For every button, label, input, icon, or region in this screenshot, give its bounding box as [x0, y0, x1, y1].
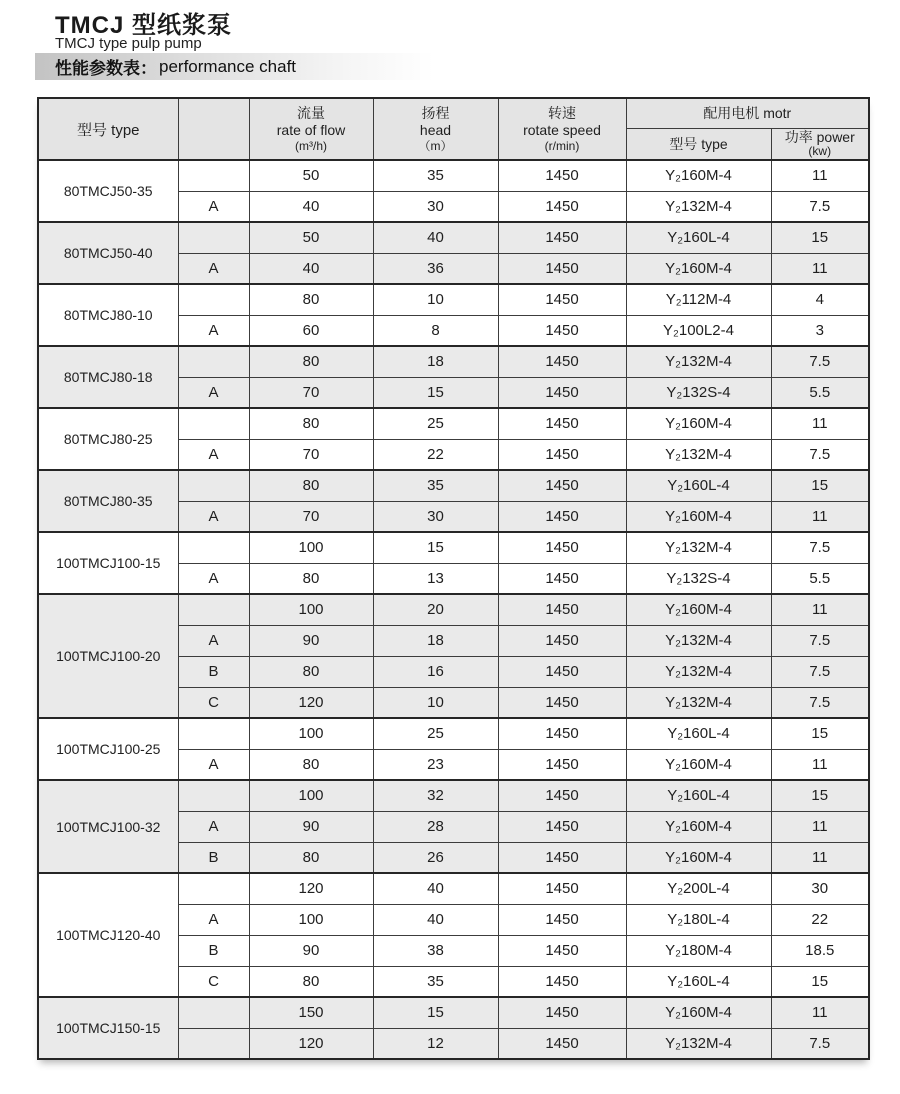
speed-cell: 1450 [498, 377, 626, 408]
variant-cell [178, 1028, 249, 1059]
header-head-zh: 扬程 [421, 104, 450, 121]
speed-cell: 1450 [498, 222, 626, 253]
header-head-unit: （m） [418, 138, 453, 153]
page-title: TMCJ 型纸浆泵 [55, 12, 232, 39]
motor-cell: Y₂132M-4 [626, 625, 771, 656]
variant-cell: A [178, 315, 249, 346]
speed-cell: 1450 [498, 532, 626, 563]
speed-cell: 1450 [498, 439, 626, 470]
motor-cell: Y₂132M-4 [626, 191, 771, 222]
header-variant [178, 98, 249, 160]
motor-cell: Y₂132M-4 [626, 532, 771, 563]
head-cell: 20 [373, 594, 498, 625]
table-row [38, 470, 869, 501]
header-speed-en: rotate speed [523, 121, 601, 138]
table-row [38, 284, 869, 315]
power-cell: 22 [771, 904, 869, 935]
motor-cell: Y₂160M-4 [626, 749, 771, 780]
motor-cell: Y₂132M-4 [626, 1028, 771, 1059]
power-cell: 5.5 [771, 377, 869, 408]
head-cell: 40 [373, 222, 498, 253]
head-cell: 40 [373, 904, 498, 935]
head-cell: 15 [373, 532, 498, 563]
power-cell: 15 [771, 470, 869, 501]
model-cell: 100TMCJ100-32 [38, 780, 178, 873]
table-row [38, 780, 869, 811]
variant-cell: B [178, 842, 249, 873]
power-cell: 3 [771, 315, 869, 346]
variant-cell [178, 284, 249, 315]
flow-cell: 100 [249, 594, 373, 625]
speed-cell: 1450 [498, 315, 626, 346]
head-cell: 22 [373, 439, 498, 470]
speed-cell: 1450 [498, 253, 626, 284]
variant-cell: A [178, 377, 249, 408]
power-cell: 11 [771, 501, 869, 532]
model-cell: 100TMCJ120-40 [38, 873, 178, 997]
head-cell: 10 [373, 284, 498, 315]
header-flow [249, 98, 373, 160]
speed-cell: 1450 [498, 656, 626, 687]
speed-cell: 1450 [498, 625, 626, 656]
motor-cell: Y₂160M-4 [626, 160, 771, 191]
flow-cell: 40 [249, 191, 373, 222]
header-flow-zh: 流量 [297, 104, 325, 121]
variant-cell: A [178, 625, 249, 656]
header-motor-power [771, 128, 869, 160]
head-cell: 18 [373, 346, 498, 377]
head-cell: 25 [373, 718, 498, 749]
header-flow-en: rate of flow [276, 121, 346, 138]
table-row [38, 997, 869, 1028]
flow-cell: 80 [249, 284, 373, 315]
speed-cell: 1450 [498, 346, 626, 377]
motor-cell: Y₂132S-4 [626, 377, 771, 408]
speed-cell: 1450 [498, 873, 626, 904]
variant-cell: A [178, 501, 249, 532]
power-cell: 11 [771, 749, 869, 780]
speed-cell: 1450 [498, 780, 626, 811]
flow-cell: 80 [249, 346, 373, 377]
flow-cell: 70 [249, 439, 373, 470]
flow-cell: 150 [249, 997, 373, 1028]
motor-cell: Y₂160M-4 [626, 253, 771, 284]
power-cell: 15 [771, 222, 869, 253]
header-motor-type: 型号 type [626, 128, 771, 160]
motor-cell: Y₂160M-4 [626, 811, 771, 842]
flow-cell: 90 [249, 811, 373, 842]
flow-cell: 90 [249, 935, 373, 966]
head-cell: 28 [373, 811, 498, 842]
power-cell: 11 [771, 997, 869, 1028]
head-cell: 18 [373, 625, 498, 656]
variant-cell [178, 160, 249, 191]
model-cell: 80TMCJ50-40 [38, 222, 178, 284]
speed-cell: 1450 [498, 191, 626, 222]
header-speed-unit: (r/min) [544, 138, 580, 153]
flow-cell: 50 [249, 222, 373, 253]
speed-cell: 1450 [498, 1028, 626, 1059]
head-cell: 16 [373, 656, 498, 687]
model-cell: 100TMCJ100-20 [38, 594, 178, 718]
head-cell: 35 [373, 160, 498, 191]
motor-cell: Y₂160M-4 [626, 408, 771, 439]
head-cell: 8 [373, 315, 498, 346]
speed-cell: 1450 [498, 935, 626, 966]
speed-cell: 1450 [498, 997, 626, 1028]
speed-cell: 1450 [498, 966, 626, 997]
power-cell: 7.5 [771, 191, 869, 222]
variant-cell: C [178, 966, 249, 997]
power-cell: 11 [771, 811, 869, 842]
head-cell: 40 [373, 873, 498, 904]
table-row [38, 408, 869, 439]
flow-cell: 120 [249, 687, 373, 718]
head-cell: 15 [373, 377, 498, 408]
variant-cell: A [178, 904, 249, 935]
motor-cell: Y₂160M-4 [626, 501, 771, 532]
head-cell: 32 [373, 780, 498, 811]
model-cell: 100TMCJ100-25 [38, 718, 178, 780]
head-cell: 25 [373, 408, 498, 439]
motor-cell: Y₂132M-4 [626, 687, 771, 718]
variant-cell: B [178, 656, 249, 687]
motor-cell: Y₂160M-4 [626, 842, 771, 873]
motor-cell: Y₂100L2-4 [626, 315, 771, 346]
section-banner-label-zh: 性能参数表： [55, 59, 157, 78]
speed-cell: 1450 [498, 811, 626, 842]
speed-cell: 1450 [498, 749, 626, 780]
model-cell: 80TMCJ50-35 [38, 160, 178, 222]
variant-cell: A [178, 253, 249, 284]
flow-cell: 90 [249, 625, 373, 656]
flow-cell: 100 [249, 780, 373, 811]
header-motor-group: 配用电机 motr [626, 98, 869, 128]
speed-cell: 1450 [498, 842, 626, 873]
header-speed [498, 98, 626, 160]
header-model: 型号 type [38, 98, 178, 160]
speed-cell: 1450 [498, 687, 626, 718]
variant-cell: A [178, 811, 249, 842]
variant-cell: B [178, 935, 249, 966]
head-cell: 10 [373, 687, 498, 718]
motor-cell: Y₂132M-4 [626, 656, 771, 687]
motor-cell: Y₂160L-4 [626, 780, 771, 811]
header-flow-unit: (m³/h) [295, 138, 327, 153]
speed-cell: 1450 [498, 501, 626, 532]
speed-cell: 1450 [498, 470, 626, 501]
flow-cell: 80 [249, 749, 373, 780]
variant-cell: C [178, 687, 249, 718]
flow-cell: 80 [249, 656, 373, 687]
variant-cell [178, 594, 249, 625]
variant-cell: A [178, 191, 249, 222]
header-motor-power-label: 功率 power [784, 129, 855, 146]
table-body [38, 160, 869, 1059]
flow-cell: 80 [249, 470, 373, 501]
power-cell: 7.5 [771, 656, 869, 687]
model-cell: 80TMCJ80-35 [38, 470, 178, 532]
table-header [38, 98, 869, 160]
power-cell: 11 [771, 408, 869, 439]
head-cell: 26 [373, 842, 498, 873]
flow-cell: 60 [249, 315, 373, 346]
motor-cell: Y₂132S-4 [626, 563, 771, 594]
model-cell: 80TMCJ80-25 [38, 408, 178, 470]
power-cell: 18.5 [771, 935, 869, 966]
variant-cell [178, 408, 249, 439]
speed-cell: 1450 [498, 594, 626, 625]
flow-cell: 120 [249, 873, 373, 904]
power-cell: 7.5 [771, 687, 869, 718]
power-cell: 4 [771, 284, 869, 315]
power-cell: 15 [771, 966, 869, 997]
table-row [38, 594, 869, 625]
motor-cell: Y₂200L-4 [626, 873, 771, 904]
power-cell: 7.5 [771, 625, 869, 656]
motor-cell: Y₂160M-4 [626, 594, 771, 625]
header-speed-zh: 转速 [548, 104, 576, 121]
variant-cell: A [178, 749, 249, 780]
power-cell: 11 [771, 594, 869, 625]
model-cell: 80TMCJ80-10 [38, 284, 178, 346]
flow-cell: 100 [249, 532, 373, 563]
power-cell: 11 [771, 253, 869, 284]
section-banner-label-en: performance chaft [159, 56, 297, 76]
head-cell: 23 [373, 749, 498, 780]
power-cell: 7.5 [771, 532, 869, 563]
variant-cell [178, 470, 249, 501]
speed-cell: 1450 [498, 284, 626, 315]
table-row [38, 160, 869, 191]
motor-cell: Y₂160M-4 [626, 997, 771, 1028]
motor-cell: Y₂180L-4 [626, 904, 771, 935]
table-row [38, 346, 869, 377]
flow-cell: 80 [249, 842, 373, 873]
power-cell: 11 [771, 160, 869, 191]
head-cell: 15 [373, 997, 498, 1028]
header-motor-power-unit: (kw) [808, 144, 832, 159]
motor-cell: Y₂160L-4 [626, 470, 771, 501]
variant-cell: A [178, 439, 249, 470]
speed-cell: 1450 [498, 160, 626, 191]
variant-cell: A [178, 563, 249, 594]
motor-cell: Y₂180M-4 [626, 935, 771, 966]
header-head [373, 98, 498, 160]
speed-cell: 1450 [498, 563, 626, 594]
power-cell: 7.5 [771, 439, 869, 470]
table-row [38, 532, 869, 563]
flow-cell: 50 [249, 160, 373, 191]
speed-cell: 1450 [498, 408, 626, 439]
head-cell: 38 [373, 935, 498, 966]
variant-cell [178, 718, 249, 749]
motor-cell: Y₂112M-4 [626, 284, 771, 315]
table-row [38, 718, 869, 749]
motor-cell: Y₂160L-4 [626, 718, 771, 749]
head-cell: 13 [373, 563, 498, 594]
table-row [38, 873, 869, 904]
flow-cell: 70 [249, 501, 373, 532]
head-cell: 12 [373, 1028, 498, 1059]
flow-cell: 80 [249, 563, 373, 594]
flow-cell: 100 [249, 904, 373, 935]
motor-cell: Y₂132M-4 [626, 439, 771, 470]
variant-cell [178, 532, 249, 563]
speed-cell: 1450 [498, 718, 626, 749]
model-cell: 80TMCJ80-18 [38, 346, 178, 408]
head-cell: 30 [373, 191, 498, 222]
power-cell: 15 [771, 718, 869, 749]
table-row [38, 222, 869, 253]
section-banner [35, 53, 455, 80]
variant-cell [178, 346, 249, 377]
variant-cell [178, 997, 249, 1028]
flow-cell: 100 [249, 718, 373, 749]
variant-cell [178, 222, 249, 253]
header-head-en: head [419, 121, 452, 138]
speed-cell: 1450 [498, 904, 626, 935]
flow-cell: 70 [249, 377, 373, 408]
head-cell: 36 [373, 253, 498, 284]
power-cell: 15 [771, 780, 869, 811]
power-cell: 30 [771, 873, 869, 904]
power-cell: 7.5 [771, 1028, 869, 1059]
performance-table [37, 97, 870, 1060]
model-cell: 100TMCJ100-15 [38, 532, 178, 594]
page-subtitle: TMCJ type pulp pump [55, 35, 202, 52]
head-cell: 30 [373, 501, 498, 532]
variant-cell [178, 873, 249, 904]
flow-cell: 80 [249, 408, 373, 439]
flow-cell: 80 [249, 966, 373, 997]
power-cell: 5.5 [771, 563, 869, 594]
model-cell: 100TMCJ150-15 [38, 997, 178, 1059]
flow-cell: 120 [249, 1028, 373, 1059]
head-cell: 35 [373, 470, 498, 501]
motor-cell: Y₂132M-4 [626, 346, 771, 377]
flow-cell: 40 [249, 253, 373, 284]
variant-cell [178, 780, 249, 811]
motor-cell: Y₂160L-4 [626, 966, 771, 997]
motor-cell: Y₂160L-4 [626, 222, 771, 253]
power-cell: 11 [771, 842, 869, 873]
power-cell: 7.5 [771, 346, 869, 377]
head-cell: 35 [373, 966, 498, 997]
